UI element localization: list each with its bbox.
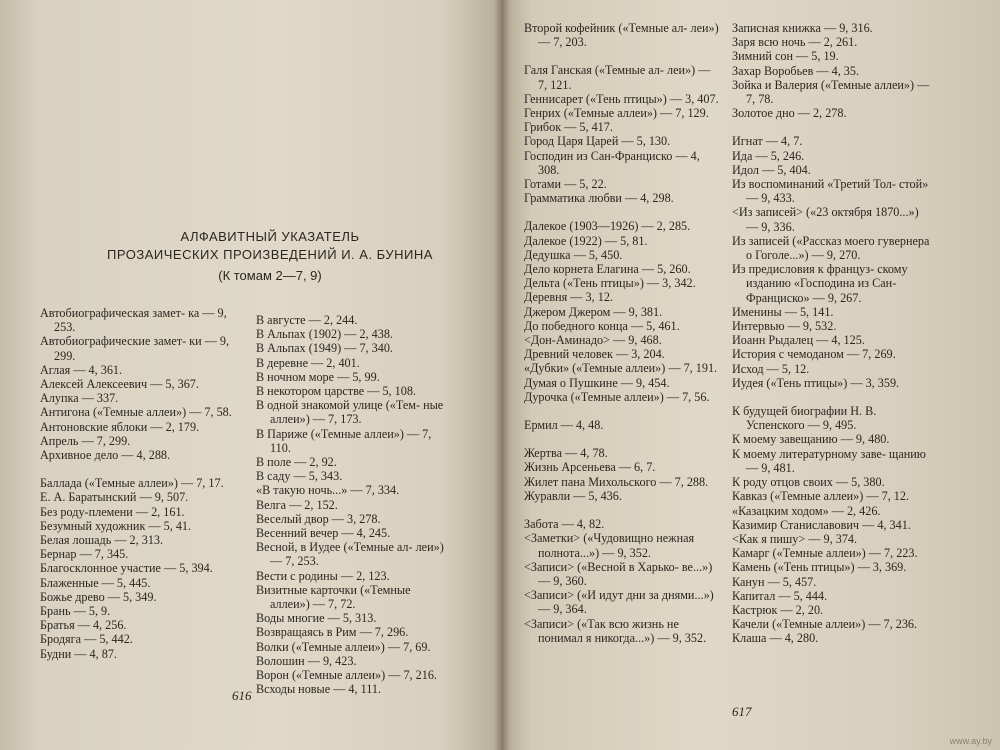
index-entry: Город Царя Царей — 5, 130. bbox=[524, 134, 671, 149]
index-entry: В деревне — 2, 401. bbox=[256, 355, 360, 370]
index-entry: Геннисарет («Тень птицы») — 3, 407. bbox=[524, 91, 719, 106]
index-entry: Журавли — 5, 436. bbox=[524, 488, 622, 503]
index-entry: Веселый двор — 3, 278. bbox=[256, 511, 381, 526]
index-entry: <Из записей> («23 октября 1870...») — 9, 336. bbox=[732, 205, 919, 234]
index-entry: Благосклонное участие — 5, 394. bbox=[40, 561, 213, 576]
index-entry: Братья — 4, 256. bbox=[40, 618, 127, 633]
index-entry: Заря всю ночь — 2, 261. bbox=[732, 35, 858, 50]
index-title bbox=[100, 228, 440, 264]
index-entry: К будущей биографии Н. В. Успенского — 9, 495. bbox=[732, 404, 877, 433]
index-entry: Волки («Темные аллеи») — 7, 69. bbox=[256, 639, 431, 654]
index-entry: «Казацким ходом» — 2, 426. bbox=[732, 503, 881, 518]
index-entry: Дело корнета Елагина — 5, 260. bbox=[524, 262, 691, 277]
index-entry: В одной знакомой улице («Тем- ные аллеи») — 7, 173. bbox=[256, 398, 444, 427]
index-entry: Безумный художник — 5, 41. bbox=[40, 518, 192, 533]
index-entry: <Заметки> («Чудовищно нежная полнота...») — 9, 352. bbox=[524, 531, 695, 560]
index-entry: Ермил — 4, 48. bbox=[524, 418, 604, 433]
index-entry: <Дон-Аминадо> — 9, 468. bbox=[524, 333, 662, 348]
index-entry: Волошин — 9, 423. bbox=[256, 653, 357, 668]
index-entry: Иудея («Тень птицы») — 3, 359. bbox=[732, 375, 900, 390]
index-entry: Будни — 4, 87. bbox=[40, 646, 117, 661]
index-entry: Антигона («Темные аллеи») — 7, 58. bbox=[40, 405, 232, 420]
index-entry: Божье древо — 5, 349. bbox=[40, 589, 157, 604]
index-entry: В Париже («Темные аллеи») — 7, 110. bbox=[256, 426, 432, 455]
index-column-4 bbox=[732, 21, 932, 646]
index-entry: Аглая — 4, 361. bbox=[40, 362, 123, 377]
index-entry: Бернар — 7, 345. bbox=[40, 547, 129, 562]
entry-group-gap bbox=[524, 432, 722, 446]
index-entry: Интервью — 9, 532. bbox=[732, 319, 837, 334]
index-entry: Клаша — 4, 280. bbox=[732, 631, 819, 646]
entry-group-gap bbox=[524, 49, 722, 63]
index-entry: Жилет пана Михольского — 7, 288. bbox=[524, 474, 709, 489]
index-entry: Камарг («Темные аллеи») — 7, 223. bbox=[732, 546, 918, 561]
book-gutter bbox=[494, 0, 510, 750]
index-entry: Воды многие — 5, 313. bbox=[256, 611, 377, 626]
index-entry: В саду — 5, 343. bbox=[256, 469, 343, 484]
index-entry: Ворон («Темные аллеи») — 7, 216. bbox=[256, 668, 437, 683]
index-entry: «В такую ночь...» — 7, 334. bbox=[256, 483, 400, 498]
index-entry: Ида — 5, 246. bbox=[732, 148, 805, 163]
index-entry: Дедушка — 5, 450. bbox=[524, 247, 623, 262]
index-entry: <Записи> («Так всю жизнь не понимал я никогда...») — 9, 352. bbox=[524, 616, 707, 645]
index-entry: Е. А. Баратынский — 9, 507. bbox=[40, 490, 189, 505]
index-entry: Возвращаясь в Рим — 7, 296. bbox=[256, 625, 409, 640]
index-title-line-2: ПРОЗАИЧЕСКИХ ПРОИЗВЕДЕНИЙ И. А. БУНИНА bbox=[107, 247, 433, 262]
index-entry: Далекое (1903—1926) — 2, 285. bbox=[524, 219, 691, 234]
index-entry: Из записей («Рассказ моего гувернера о Гоголе...») — 9, 270. bbox=[732, 233, 930, 263]
index-entry: Готами — 5, 22. bbox=[524, 177, 607, 192]
index-entry: История с чемоданом — 7, 269. bbox=[732, 347, 896, 362]
index-entry: Алупка — 337. bbox=[40, 391, 119, 406]
entry-group-gap bbox=[524, 503, 722, 517]
index-entry: Канун — 5, 457. bbox=[732, 574, 817, 589]
index-entry: Весной, в Иудее («Темные ал- леи») — 7, 253. bbox=[256, 540, 444, 569]
index-entry: Дурочка («Темные аллеи») — 7, 56. bbox=[524, 389, 710, 404]
index-entry: Апрель — 7, 299. bbox=[40, 433, 131, 448]
index-entry: Жертва — 4, 78. bbox=[524, 446, 608, 461]
entry-group-gap bbox=[732, 120, 932, 134]
index-entry: Капитал — 5, 444. bbox=[732, 588, 828, 603]
index-entry: Древний человек — 3, 204. bbox=[524, 347, 665, 362]
index-entry: Игнат — 4, 7. bbox=[732, 134, 803, 149]
entry-group-gap bbox=[40, 462, 244, 476]
index-entry: Качели («Темные аллеи») — 7, 236. bbox=[732, 617, 918, 632]
index-entry: Алексей Алексеевич — 5, 367. bbox=[40, 377, 199, 392]
index-entry: Забота — 4, 82. bbox=[524, 517, 605, 532]
index-column-2 bbox=[256, 313, 452, 696]
index-entry: Господин из Сан-Франциско — 4, 308. bbox=[524, 148, 700, 177]
index-entry: В августе — 2, 244. bbox=[256, 313, 358, 327]
page-number-right: 617 bbox=[732, 704, 752, 719]
index-entry: Зойка и Валерия («Темные аллеи») — 7, 78. bbox=[732, 77, 930, 107]
index-entry: Велга — 2, 152. bbox=[256, 497, 338, 512]
index-entry: В ночном море — 5, 99. bbox=[256, 369, 380, 384]
index-entry: В Альпах (1902) — 2, 438. bbox=[256, 327, 393, 342]
index-entry: Дельта («Тень птицы») — 3, 342. bbox=[524, 276, 696, 291]
index-entry: Весенний вечер — 4, 245. bbox=[256, 526, 391, 541]
index-entry: Камень («Тень птицы») — 3, 369. bbox=[732, 560, 907, 575]
index-entry: Идол — 5, 404. bbox=[732, 162, 811, 177]
watermark: www.ay.by bbox=[949, 736, 992, 746]
index-entry: <Как я пишу> — 9, 374. bbox=[732, 531, 858, 546]
index-entry: Белая лошадь — 2, 313. bbox=[40, 533, 164, 548]
index-entry: Думая о Пушкине — 9, 454. bbox=[524, 375, 670, 390]
index-entry: «Дубки» («Темные аллеи») — 7, 191. bbox=[524, 361, 718, 376]
entry-group-gap bbox=[524, 205, 722, 219]
index-entry: Казимир Станиславович — 4, 341. bbox=[732, 517, 911, 532]
index-entry: Второй кофейник («Темные ал- леи») — 7, 203. bbox=[524, 21, 719, 50]
index-entry: Грибок — 5, 417. bbox=[524, 120, 613, 135]
index-entry: В некотором царстве — 5, 108. bbox=[256, 384, 416, 399]
index-entry: Золотое дно — 2, 278. bbox=[732, 106, 847, 121]
index-entry: Архивное дело — 4, 288. bbox=[40, 448, 171, 463]
index-entry: Визитные карточки («Темные аллеи») — 7, 72. bbox=[256, 582, 411, 612]
index-entry: Бродяга — 5, 442. bbox=[40, 632, 133, 647]
index-entry: К роду отцов своих — 5, 380. bbox=[732, 475, 885, 490]
index-entry: Блаженные — 5, 445. bbox=[40, 575, 151, 590]
index-entry: Деревня — 3, 12. bbox=[524, 290, 613, 305]
index-entry: Захар Воробьев — 4, 35. bbox=[732, 63, 860, 78]
index-entry: Джером Джером — 9, 381. bbox=[524, 304, 663, 319]
index-entry: В Альпах (1949) — 7, 340. bbox=[256, 341, 393, 356]
index-subtitle: (К томам 2—7, 9) bbox=[218, 268, 322, 283]
index-entry: <Записи> («И идут дни за днями...») — 9, 364. bbox=[524, 588, 714, 617]
index-entry: Вести с родины — 2, 123. bbox=[256, 568, 390, 583]
index-entry: Всходы новые — 4, 111. bbox=[256, 682, 382, 697]
index-title-line-1: АЛФАВИТНЫЙ УКАЗАТЕЛЬ bbox=[180, 229, 360, 244]
index-entry: К моему завещанию — 9, 480. bbox=[732, 432, 890, 447]
index-entry: Генрих («Темные аллеи») — 7, 129. bbox=[524, 106, 709, 121]
index-entry: Исход — 5, 12. bbox=[732, 361, 810, 376]
index-column-3 bbox=[524, 21, 722, 645]
index-entry: Жизнь Арсеньева — 6, 7. bbox=[524, 460, 656, 475]
index-entry: Записная книжка — 9, 316. bbox=[732, 21, 873, 35]
index-entry: До победного конца — 5, 461. bbox=[524, 318, 680, 333]
index-entry: Баллада («Темные аллеи») — 7, 17. bbox=[40, 476, 224, 491]
index-entry: Антоновские яблоки — 2, 179. bbox=[40, 419, 200, 434]
index-entry: Из воспоминаний «Третий Тол- стой» — 9, 433. bbox=[732, 177, 929, 206]
index-entry: Именины — 5, 141. bbox=[732, 304, 834, 319]
page-number-left: 616 bbox=[232, 688, 252, 703]
index-entry: Из предисловия к француз- скому изданию «Господина из Сан-Франциско» — 9, 267. bbox=[732, 262, 908, 305]
entry-group-gap bbox=[732, 390, 932, 404]
index-entry: Грамматика любви — 4, 298. bbox=[524, 191, 674, 206]
index-entry: Зимний сон — 5, 19. bbox=[732, 49, 839, 64]
index-entry: Брань — 5, 9. bbox=[40, 604, 111, 619]
index-entry: Кавказ («Темные аллеи») — 7, 12. bbox=[732, 489, 910, 504]
index-entry: Галя Ганская («Темные ал- леи») — 7, 121. bbox=[524, 63, 711, 92]
right-page bbox=[502, 0, 1000, 750]
index-entry: Кастрюк — 2, 20. bbox=[732, 602, 824, 617]
index-entry: К моему литературному заве- щанию — 9, 481. bbox=[732, 446, 926, 475]
index-column-1 bbox=[40, 306, 244, 661]
entry-group-gap bbox=[524, 404, 722, 418]
index-entry: Далекое (1922) — 5, 81. bbox=[524, 233, 648, 248]
index-entry: В поле — 2, 92. bbox=[256, 455, 337, 470]
index-entry: Автобиографическая замет- ка — 9, 253. bbox=[40, 306, 227, 335]
index-entry: <Записи> («Весной в Харько- ве...») — 9, 360. bbox=[524, 559, 713, 588]
index-entry: Иоанн Рыдалец — 4, 125. bbox=[732, 333, 865, 348]
index-entry: Автобиографические замет- ки — 9, 299. bbox=[40, 334, 230, 363]
index-entry: Без роду-племени — 2, 161. bbox=[40, 504, 185, 519]
